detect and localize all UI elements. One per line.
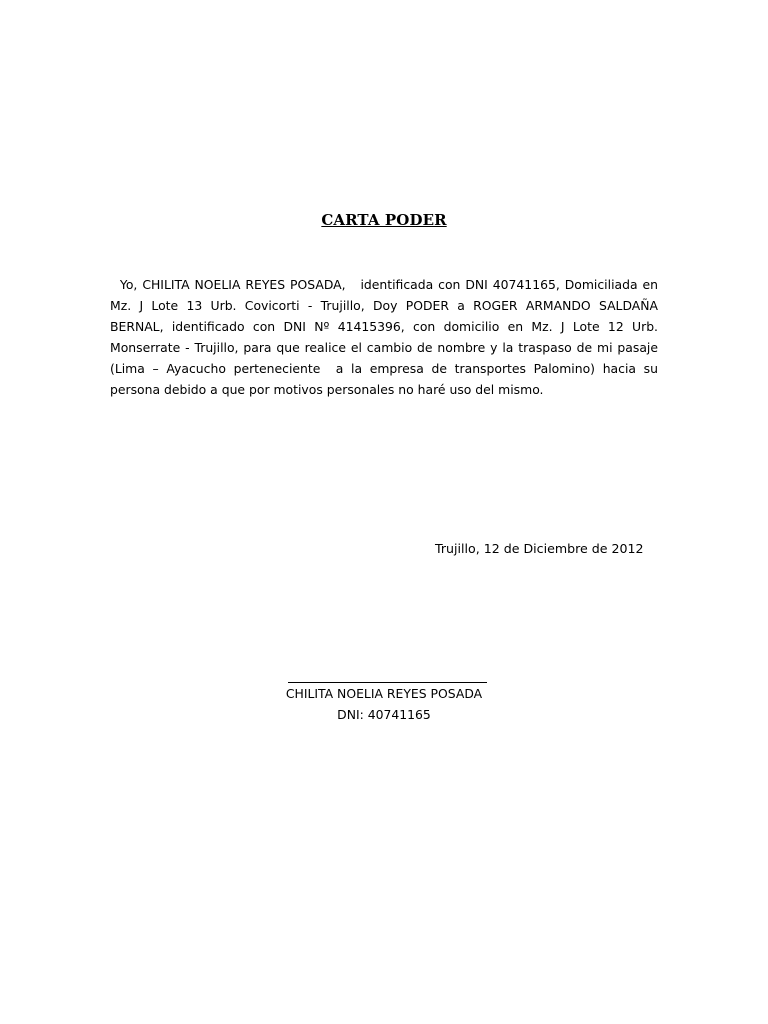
document-title: CARTA PODER xyxy=(321,211,447,229)
place-date: Trujillo, 12 de Diciembre de 2012 xyxy=(435,541,644,556)
signature-line xyxy=(288,682,487,683)
signer-name: CHILITA NOELIA REYES POSADA xyxy=(285,686,483,701)
document-body: Yo, CHILITA NOELIA REYES POSADA, identificada con DNI 40741165, Domiciliada en Mz. J Lote 13 Urb. Covicorti - Trujillo, Doy PODER a ROGER ARMANDO SALDAÑA BERNAL, identificado con DNI Nº 41415396, con domicilio en Mz. J Lote 12 Urb. Monserrate - Trujillo, para que realice el cambio de nombre y la traspaso de mi pasaje (Lima – Ayacucho perteneciente a la empresa de transportes Palomino) hacia su persona debido a que por motivos personales no haré uso del mismo. xyxy=(110,277,662,397)
signer-dni: DNI: 40741165 xyxy=(337,707,431,722)
